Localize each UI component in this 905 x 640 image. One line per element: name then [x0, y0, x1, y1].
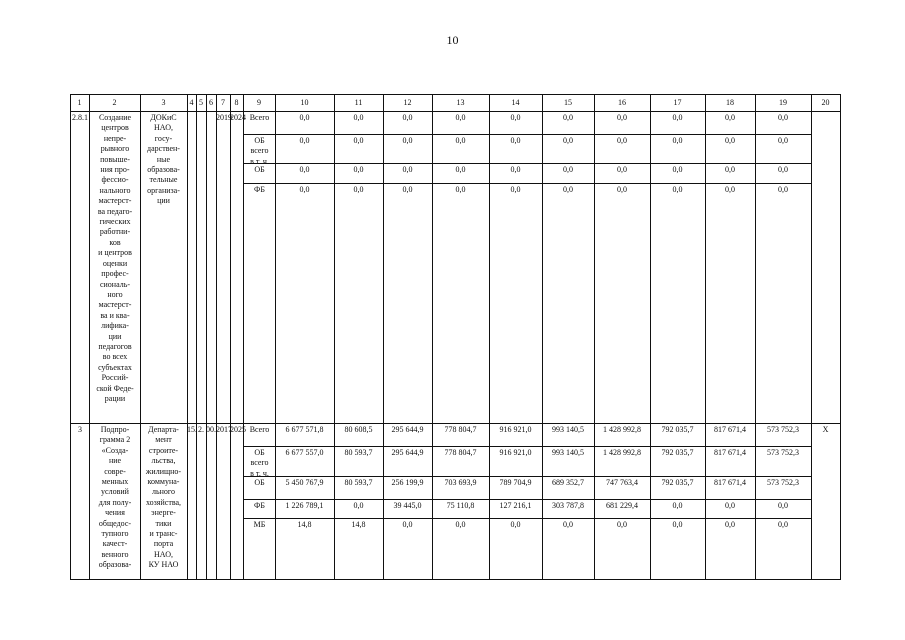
amount-cell: 0,0: [455, 185, 466, 194]
column-header-5: 5: [199, 98, 203, 107]
table-rule: [840, 94, 841, 580]
amount-cell: 817 671,4: [714, 448, 746, 457]
amount-cell: 0,0: [617, 185, 627, 194]
amount-cell: 0,0: [725, 113, 735, 122]
funding-source: ОБ всего в т. ч.: [250, 448, 269, 478]
amount-cell: 127 216,1: [499, 501, 532, 510]
amount-cell: 0,0: [778, 113, 788, 122]
program-code: 3: [78, 425, 82, 434]
table-rule: [243, 518, 811, 519]
amount-cell: 0,0: [778, 136, 788, 145]
amount-cell: 0,0: [672, 520, 683, 529]
amount-cell: 817 671,4: [714, 478, 746, 487]
amount-cell: 14,8: [351, 520, 366, 529]
amount-cell: 0,0: [563, 185, 573, 194]
amount-cell: 0,0: [402, 520, 413, 529]
amount-cell: 0,0: [455, 520, 466, 529]
amount-cell: 0,0: [672, 501, 683, 510]
col-6-value: 00.: [206, 425, 216, 434]
table-rule: [811, 94, 812, 580]
amount-cell: 0,0: [778, 185, 788, 194]
amount-cell: 0,0: [563, 136, 573, 145]
table-rule: [243, 94, 244, 580]
amount-cell: 80 593,7: [344, 478, 373, 487]
budget-table: [70, 94, 840, 580]
amount-cell: 573 752,3: [767, 478, 799, 487]
amount-cell: 1 428 992,8: [603, 425, 641, 434]
amount-cell: 747 763,4: [606, 478, 638, 487]
amount-cell: 0,0: [725, 165, 735, 174]
amount-cell: 0,0: [353, 113, 364, 122]
amount-cell: 256 199,9: [391, 478, 424, 487]
amount-cell: 0,0: [510, 165, 521, 174]
executor: ДОКиС НАО, госу- дарствен- ные образова- тельные организа- ции: [147, 113, 180, 206]
column-header-19: 19: [779, 98, 787, 107]
amount-cell: 75 110,8: [446, 501, 475, 510]
funding-source: ОБ всего в т. ч.: [250, 136, 269, 166]
amount-cell: 0,0: [672, 165, 683, 174]
column-header-12: 12: [403, 98, 412, 107]
column-header-6: 6: [209, 98, 213, 107]
amount-cell: 0,0: [778, 520, 788, 529]
amount-cell: 0,0: [617, 165, 627, 174]
amount-cell: 0,0: [455, 165, 466, 174]
amount-cell: 0,0: [563, 165, 573, 174]
amount-cell: 0,0: [402, 165, 413, 174]
amount-cell: 0,0: [353, 136, 364, 145]
amount-cell: 5 450 767,9: [285, 478, 324, 487]
end-year: 2025: [230, 425, 246, 434]
amount-cell: 817 671,4: [714, 425, 746, 434]
page-number: 10: [446, 33, 459, 47]
amount-cell: 39 445,0: [393, 501, 422, 510]
amount-cell: 80 593,7: [344, 448, 373, 457]
executor: Департа- мент строите- льства, жилищно- коммуна- льного хозяйства, энерге- тики и транс- порта НАО, КУ НАО: [145, 425, 182, 570]
amount-cell: 0,0: [617, 520, 627, 529]
amount-cell: 0,0: [353, 501, 364, 510]
amount-cell: 0,0: [353, 165, 364, 174]
amount-cell: 689 352,7: [552, 478, 584, 487]
column-header-14: 14: [511, 98, 520, 107]
amount-cell: 573 752,3: [767, 425, 799, 434]
amount-cell: 0,0: [617, 113, 627, 122]
column-header-11: 11: [354, 98, 363, 107]
column-header-18: 18: [726, 98, 734, 107]
amount-cell: 0,0: [353, 185, 364, 194]
amount-cell: 916 921,0: [499, 448, 532, 457]
table-rule: [70, 423, 840, 424]
column-header-1: 1: [77, 98, 82, 107]
amount-cell: 0,0: [510, 113, 521, 122]
col-5-value: 2.: [198, 425, 204, 434]
program-code: 2.8.1: [72, 113, 88, 122]
column-header-20: 20: [821, 98, 830, 107]
amount-cell: 295 644,9: [391, 448, 424, 457]
amount-cell: 789 704,9: [499, 478, 532, 487]
amount-cell: 573 752,3: [767, 448, 799, 457]
amount-cell: 792 035,7: [661, 478, 694, 487]
amount-cell: 916 921,0: [499, 425, 532, 434]
amount-cell: 1 428 992,8: [603, 448, 641, 457]
amount-cell: 0,0: [672, 136, 683, 145]
funding-source: ФБ: [254, 185, 265, 194]
amount-cell: 0,0: [510, 185, 521, 194]
table-rule: [206, 94, 207, 580]
amount-cell: 0,0: [299, 113, 310, 122]
table-rule: [216, 94, 217, 580]
end-year: 2024: [230, 113, 246, 122]
amount-cell: 792 035,7: [661, 448, 694, 457]
table-rule: [243, 476, 811, 477]
amount-cell: 0,0: [563, 520, 573, 529]
table-rule: [243, 163, 811, 164]
table-rule: [70, 94, 71, 580]
start-year: 2017: [216, 425, 232, 434]
amount-cell: 0,0: [725, 185, 735, 194]
amount-cell: 0,0: [617, 136, 627, 145]
amount-cell: 0,0: [725, 501, 735, 510]
column-header-4: 4: [189, 98, 194, 107]
amount-cell: 303 787,8: [552, 501, 584, 510]
amount-cell: 0,0: [402, 113, 413, 122]
amount-cell: 0,0: [563, 113, 573, 122]
amount-cell: 0,0: [672, 113, 683, 122]
amount-cell: 0,0: [299, 165, 310, 174]
column-header-10: 10: [300, 98, 309, 107]
table-rule: [70, 579, 840, 580]
column-header-13: 13: [456, 98, 465, 107]
column-header-16: 16: [618, 98, 626, 107]
table-rule: [243, 446, 811, 447]
funding-source: ОБ: [254, 165, 265, 174]
amount-cell: 703 693,9: [444, 478, 477, 487]
table-rule: [230, 94, 231, 580]
column-header-7: 7: [221, 98, 225, 107]
col-20-mark: X: [822, 425, 829, 434]
amount-cell: 0,0: [672, 185, 683, 194]
amount-cell: 792 035,7: [661, 425, 694, 434]
amount-cell: 0,0: [455, 136, 466, 145]
table-rule: [243, 134, 811, 135]
col-4-value: 15.: [187, 425, 197, 434]
amount-cell: 681 229,4: [606, 501, 638, 510]
table-rule: [243, 499, 811, 500]
column-header-17: 17: [673, 98, 682, 107]
amount-cell: 6 677 571,8: [285, 425, 324, 434]
program-name: Подпро- грамма 2 «Созда- ние совре- менных условий для полу- чения общедос- тупного качест- венного образова-: [98, 425, 132, 570]
start-year: 2019: [216, 113, 232, 122]
amount-cell: 993 140,5: [552, 448, 584, 457]
amount-cell: 778 804,7: [444, 425, 477, 434]
funding-source: Всего: [249, 113, 270, 122]
amount-cell: 0,0: [778, 165, 788, 174]
amount-cell: 993 140,5: [552, 425, 584, 434]
column-header-8: 8: [234, 98, 239, 107]
column-header-15: 15: [564, 98, 572, 107]
table-rule: [196, 94, 197, 580]
table-rule: [89, 94, 90, 580]
funding-source: ОБ: [254, 478, 265, 487]
amount-cell: 0,0: [299, 185, 310, 194]
amount-cell: 0,0: [402, 136, 413, 145]
column-header-9: 9: [257, 98, 261, 107]
amount-cell: 778 804,7: [444, 448, 477, 457]
amount-cell: 1 226 789,1: [285, 501, 324, 510]
funding-source: Всего: [249, 425, 270, 434]
column-header-3: 3: [161, 98, 166, 107]
amount-cell: 14,8: [297, 520, 312, 529]
table-rule: [187, 94, 188, 580]
amount-cell: 0,0: [778, 501, 788, 510]
amount-cell: 295 644,9: [391, 425, 424, 434]
amount-cell: 0,0: [725, 520, 735, 529]
amount-cell: 80 608,5: [344, 425, 373, 434]
funding-source: МБ: [253, 520, 266, 529]
table-rule: [70, 111, 840, 112]
amount-cell: 0,0: [455, 113, 466, 122]
amount-cell: 0,0: [725, 136, 735, 145]
amount-cell: 6 677 557,0: [285, 448, 324, 457]
funding-source: ФБ: [254, 501, 265, 510]
amount-cell: 0,0: [402, 185, 413, 194]
amount-cell: 0,0: [510, 520, 521, 529]
amount-cell: 0,0: [299, 136, 310, 145]
program-name: Создание центров непре- рывного повыше- ния про- фессио- нального мастерст- ва педаго- гических работни- ков и центров оценки профес- сиональ- ного мастерст- ва и ква- лифика- ции педагогов во всех субъектах Россий- ской Феде- рации: [96, 113, 134, 403]
table-rule: [243, 183, 811, 184]
column-header-2: 2: [112, 98, 117, 107]
amount-cell: 0,0: [510, 136, 521, 145]
